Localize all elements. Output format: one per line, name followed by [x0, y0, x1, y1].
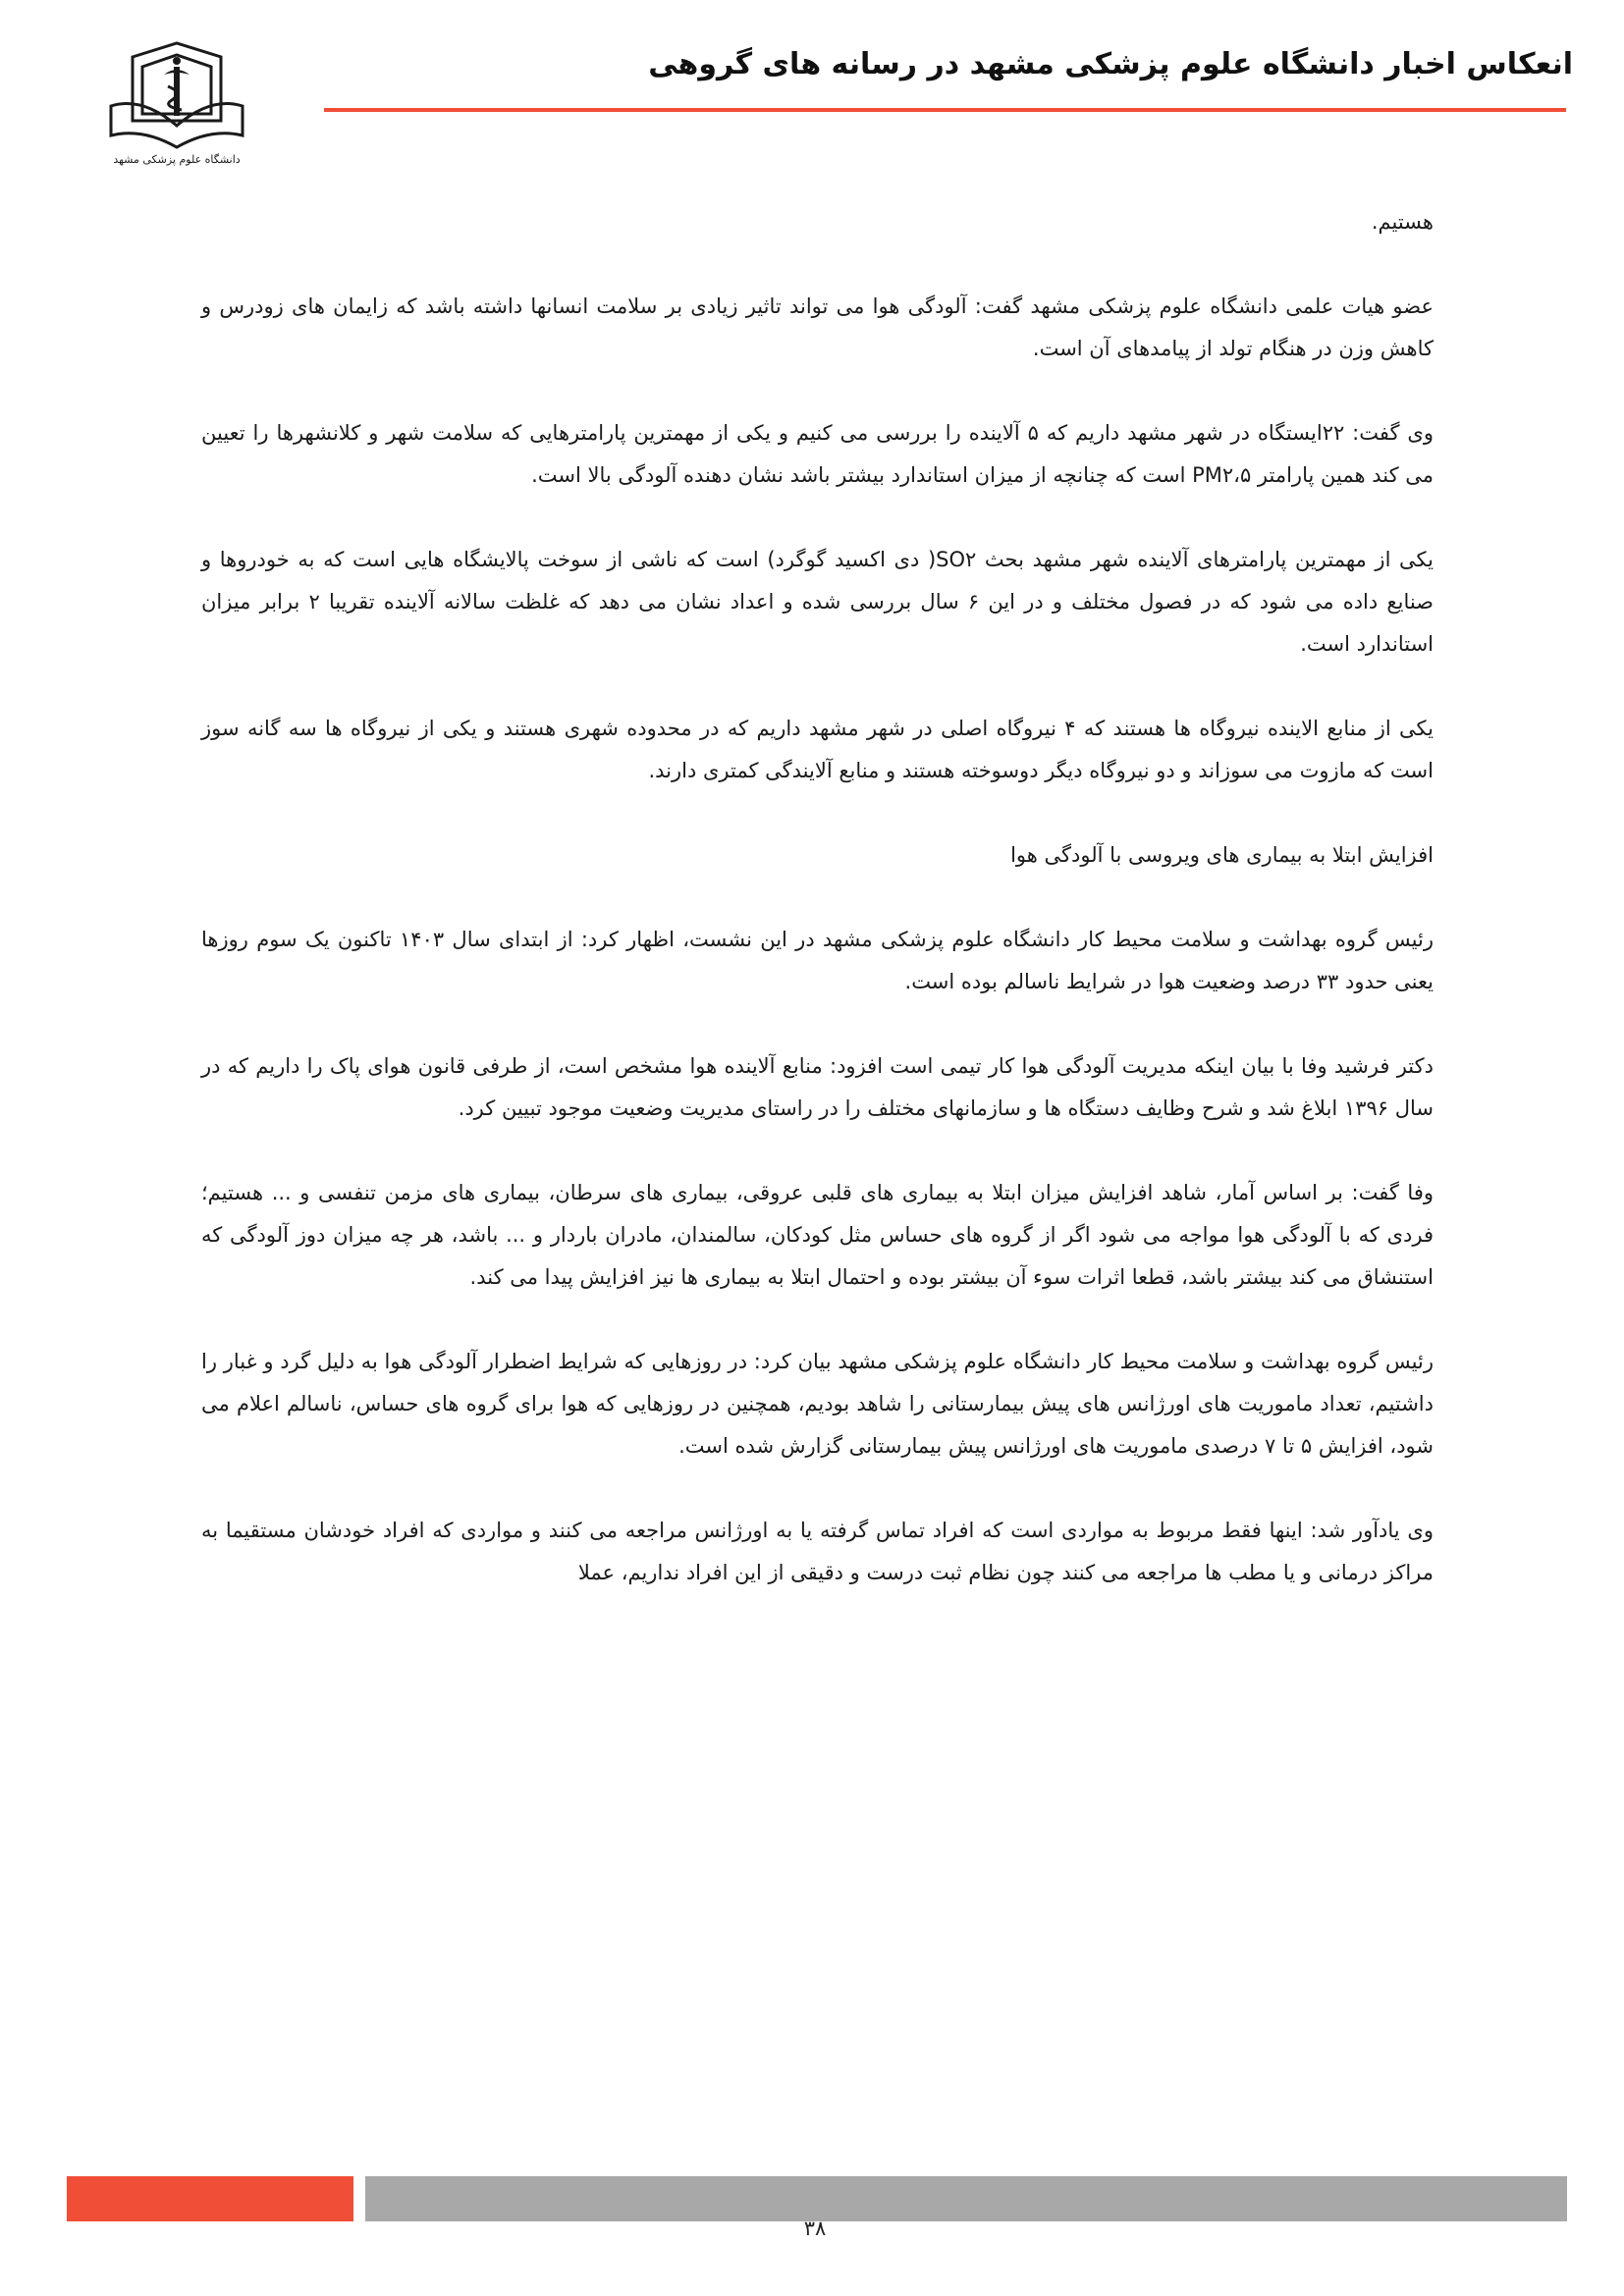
paragraph: وفا گفت: بر اساس آمار، شاهد افزایش میزان ابتلا به بیماری های قلبی عروقی، بیماری های سرطان، بیماری های مزمن تنفسی و ... هستیم؛ فردی که با آلودگی هوا مواجه می شود اگر از گروه های حساس مثل کودکان، سالمندان، مادران باردار و ... باشد، هر چه میزان دوز آلودگی که استنشاق می کند بیشتر باشد، قطعا اثرات سوء آن بیشتر بوده و احتمال ابتلا به بیماری ها نیز افزایش پیدا می کند. — [201, 1181, 1434, 1289]
page-number: ۳۸ — [803, 2216, 827, 2240]
section-subheading: افزایش ابتلا به بیماری های ویروسی با آلودگی هوا — [1010, 843, 1434, 867]
header-divider — [324, 108, 1566, 112]
paragraph: دکتر فرشید وفا با بیان اینکه مدیریت آلودگی هوا کار تیمی است افزود: منابع آلاینده هوا مشخص است، از طرفی قانون هوای پاک را داریم که در سال ۱۳۹۶ ابلاغ شد و شرح وظایف دستگاه ها و سازمانهای مختلف را در راستای مدیریت وضعیت موجود تبیین کرد. — [201, 1054, 1434, 1120]
paragraph: هستیم. — [1371, 210, 1434, 234]
footer-gray-bar — [365, 2176, 1567, 2221]
paragraph: وی گفت: ۲۲ایستگاه در شهر مشهد داریم که ۵ آلاینده را بررسی می کنیم و یکی از مهمترین پارامترهایی که سلامت شهر و کلانشهرها را تعیین می کند همین پارامتر PM۲،۵ است که چنانچه از میزان استاندارد بیشتر باشد نشان دهنده آلودگی بالا است. — [201, 421, 1434, 487]
paragraph: وی یادآور شد: اینها فقط مربوط به مواردی است که افراد تماس گرفته یا به اورژانس مراجعه می کنند و مواردی که افراد خودشان مستقیما به مراکز درمانی و یا مطب ها مراجعه می کنند چون نظام ثبت درست و دقیقی از این افراد نداریم، عملا — [201, 1519, 1434, 1584]
article-body — [201, 201, 1434, 1636]
paragraph: رئیس گروه بهداشت و سلامت محیط کار دانشگاه علوم پزشکی مشهد بیان کرد: در روزهایی که شرایط اضطرار آلودگی هوا به دلیل گرد و غبار را داشتیم، تعداد ماموریت های اورژانس های پیش بیمارستانی را شاهد بودیم، همچنین در روزهایی که هوا برای گروه های حساس، ناسالم اعلام می شود، افزایش ۵ تا ۷ درصدی ماموریت های اورژانس پیش بیمارستانی گزارش شده است. — [201, 1350, 1434, 1458]
paragraph: عضو هیات علمی دانشگاه علوم پزشکی مشهد گفت: آلودگی هوا می تواند تاثیر زیادی بر سلامت انسانها داشته باشد که زایمان های زودرس و کاهش وزن در هنگام تولد از پیامدهای آن است. — [201, 294, 1434, 360]
paragraph: یکی از مهمترین پارامترهای آلاینده شهر مشهد بحث SO۲( دی اکسید گوگرد) است که ناشی از سوخت پالایشگاه هایی است که به خودروها و صنایع داده می شود که در فصول مختلف و در این ۶ سال بررسی شده و اعداد نشان می دهد که غلظت سالانه آلاینده تقریبا ۲ برابر میزان استاندارد است. — [201, 548, 1435, 656]
page-header-title: انعکاس اخبار دانشگاه علوم پزشکی مشهد در رسانه های گروهی — [648, 47, 1573, 81]
paragraph: یکی از منابع الاینده نیروگاه ها هستند که ۴ نیروگاه اصلی در شهر مشهد داریم که در محدوده شهری هستند و یکی از نیروگاه ها سه گانه سوز است که مازوت می سوزاند و دو نیروگاه دیگر دوسوخته هستند و منابع آلایندگی کمتری دارند. — [201, 717, 1434, 782]
university-logo — [103, 37, 250, 170]
footer-accent-bar — [67, 2176, 353, 2221]
logo-caption: دانشگاه علوم پزشکی مشهد — [113, 153, 241, 166]
paragraph: رئیس گروه بهداشت و سلامت محیط کار دانشگاه علوم پزشکی مشهد در این نشست، اظهار کرد: از ابتدای سال ۱۴۰۳ تاکنون یک سوم روزها یعنی حدود ۳۳ درصد وضعیت هوا در شرایط ناسالم بوده است. — [201, 928, 1434, 993]
